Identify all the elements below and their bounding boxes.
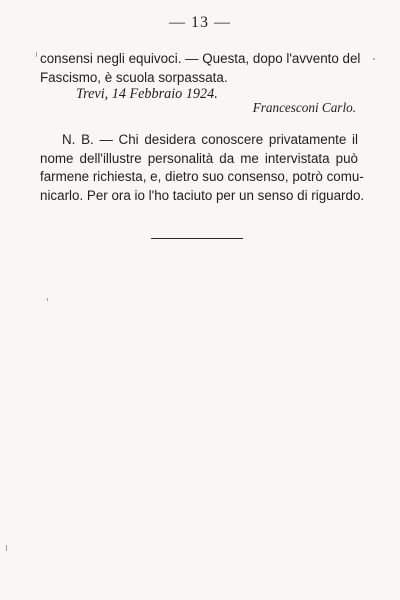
paragraph-line: Fascismo, è scuola sorpassata. <box>40 69 228 85</box>
note-line: farmene richiesta, e, dietro suo consenso, potrò comu- <box>40 169 364 184</box>
note-line: nicarlo. Per ora io l'ho taciuto per un senso di riguardo. <box>40 187 365 203</box>
nota-bene-paragraph <box>40 131 365 205</box>
note-line: nome dell'illustre personalità da me intervistata può <box>40 150 358 166</box>
section-divider <box>151 238 243 239</box>
paper-speck <box>36 52 37 57</box>
paper-speck <box>47 298 48 301</box>
dateline: Trevi, 14 Febbraio 1924. <box>76 86 218 102</box>
paragraph-line: consensi negli equivoci. — Questa, dopo l'avvento del <box>40 51 361 66</box>
author-signature: Francesconi Carlo. <box>252 100 356 115</box>
page-number: — 13 — <box>169 14 231 31</box>
note-line: N. B. — Chi desidera conoscere privatamente il <box>62 132 358 147</box>
closing-paragraph <box>40 50 361 87</box>
paper-speck <box>373 58 375 60</box>
paper-speck <box>6 545 7 551</box>
